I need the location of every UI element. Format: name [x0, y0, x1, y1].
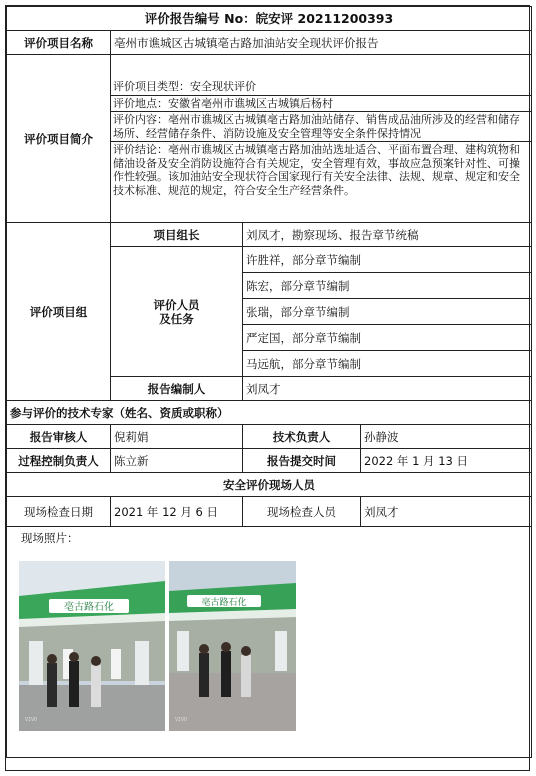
summary-location: 评价地点：安徽省亳州市谯城区古城镇后杨村	[111, 96, 531, 113]
author-value: 刘凤才	[243, 377, 532, 401]
experts-label: 参与评价的技术专家（姓名、资质或职称）	[7, 401, 532, 425]
summary-conclusion: 评价结论：亳州市谯城区古城镇亳古路加油站选址适合、平面布置合理、建构筑物和储油设备及安全消防设施符合有关规定，安全管理有效，事故应急预案针对性、可操作性较强。该加油站安全现状符合国家现行有关安全法律、法规、规章、规定和安全技术标准、规范的规定，符合安全生产经营条件。	[113, 143, 520, 197]
canopy-sign: 亳古路石化	[64, 602, 114, 613]
summary-label: 评价项目简介	[7, 55, 111, 223]
member-row: 陈宏，部分章节编制	[243, 273, 532, 299]
member-row: 严定国，部分章节编制	[243, 325, 532, 351]
camera-watermark: VIVO	[175, 717, 188, 723]
site-inspector-value: 刘凤才	[361, 497, 532, 527]
leader-value: 刘凤才，勘察现场、报告章节统稿	[243, 223, 532, 247]
photos-cell	[7, 527, 532, 758]
members-label: 评价人员 及任务	[111, 247, 243, 377]
submit-time-label: 报告提交时间	[243, 449, 361, 473]
summary-content: 评价内容：亳州市谯城区古城镇亳古路加油站储存、销售成品油所涉及的经营和储存场所、经营储存条件、消防设施及安全管理等安全条件保持情况	[111, 112, 531, 142]
process-control-value: 陈立新	[111, 449, 243, 473]
submit-time-value: 2022 年 1 月 13 日	[361, 449, 532, 473]
project-name-label: 评价项目名称	[7, 31, 111, 55]
photos-label: 现场照片：	[21, 531, 79, 545]
project-name-value: 亳州市谯城区古城镇亳古路加油站安全现状评价报告	[111, 31, 532, 55]
canopy-sign: 亳古路石化	[201, 598, 247, 608]
site-section-label: 安全评价现场人员	[7, 473, 532, 497]
tech-lead-label: 技术负责人	[243, 425, 361, 449]
summary-type: 评价项目类型：安全现状评价	[111, 79, 531, 96]
tech-lead-value: 孙静波	[361, 425, 532, 449]
author-label: 报告编制人	[111, 377, 243, 401]
site-photo-2	[169, 561, 296, 731]
leader-label: 项目组长	[111, 223, 243, 247]
member-row: 许胜祥，部分章节编制	[243, 247, 532, 273]
reviewer-label: 报告审核人	[7, 425, 111, 449]
camera-watermark: VIVO	[25, 717, 38, 723]
site-date-label: 现场检查日期	[7, 497, 111, 527]
member-row: 马远航，部分章节编制	[243, 351, 532, 377]
process-control-label: 过程控制负责人	[7, 449, 111, 473]
summary-block	[111, 55, 532, 223]
report-form	[5, 5, 530, 771]
report-number-title: 评价报告编号 No：皖安评 20211200393	[7, 7, 532, 31]
site-date-value: 2021 年 12 月 6 日	[111, 497, 243, 527]
member-row: 张瑞，部分章节编制	[243, 299, 532, 325]
site-inspector-label: 现场检查人员	[243, 497, 361, 527]
site-photo-1	[19, 561, 165, 731]
report-table	[6, 6, 532, 758]
team-label: 评价项目组	[7, 223, 111, 401]
reviewer-value: 倪莉娟	[111, 425, 243, 449]
